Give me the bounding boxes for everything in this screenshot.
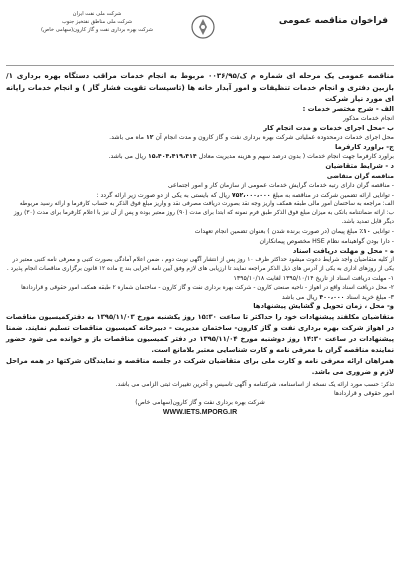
condition-2-text-end: ریال که بایستی به یکی از دو صورت زیر ارائه گردد :: [96, 191, 230, 199]
condition-2-text: - توانایی ارائه تضمین شرکت در مناقصه به مبلغ: [272, 191, 394, 199]
condition-1: - مناقصه گران دارای رتبه خدمات گرایش خدمات عمومی از سازمان کار و امور اجتماعی: [167, 182, 394, 190]
duration-months: ۱۲: [145, 134, 154, 142]
issuer-line-2: شرکت ملی مناطق نفتخیز جنوب: [61, 19, 133, 25]
website-link[interactable]: WWW.IETS.MPORG.IR: [162, 409, 238, 416]
section-g-body: همراهان ارائه معرفی نامه و کارت ملی برای متقاضیان شرکت در جلسه مناقصه و نمایندگان شرکتها در همه مراحل لازم و ضروری می باشد.: [6, 357, 394, 376]
section-b-text-end: ماه می باشد.: [109, 134, 144, 142]
section-e-title: ه - محل و مهلت دریافت اسناد: [292, 246, 394, 255]
tender-lead: مناقصه عمومی یک مرحله ای شماره م ک/۰۰۳۶/۹۵ مربوط به انجام خدمات مراقب دستگاه بهره برداری ۱/ بازبین دفتری و انجام خدمات تنظیفات و امور آبدار خانه ها (تاسیسات تقویت فشار گاز ) و انجام خدمات رایانه ای مورد نیاز شرکت: [6, 71, 394, 103]
estimate-amount: ۱۵،۴۰۴،۴۱۹،۴۱۴: [148, 153, 197, 161]
section-b-body: [6, 133, 394, 143]
condition-2b: ب: ارائه ضمانتنامه بانکی به میزان مبلغ فوق الذکر طبق فرم نمونه که ابتدا برای مدت (۹۰) روز معتبر بوده و پس از آن نیز با اعلام کارفرما برای مدت (۳۰) روز دیگر قابل تمدید باشد.: [13, 210, 394, 226]
performance-percent: ۱۰٪: [359, 228, 371, 236]
section-f-title: و- محل ، زمان تحویل و گشایش پیشنهادها: [253, 302, 394, 311]
footer-company: شرکت بهره برداری نفت و گاز کارون(سهامی خاص): [135, 399, 265, 406]
issuer-line-1: شرکت ملی نفت ایران: [72, 11, 122, 17]
section-d: [6, 162, 394, 247]
condition-3-text-end: مبلغ پیمان (در صورت برنده شدن ) بعنوان تضمین انجام تعهدات: [194, 228, 358, 236]
document-price-amount: ۴۰۰،۰۰۰: [319, 293, 345, 301]
section-b-text: محل اجرای خدمات درمحدوده عملیاتی شرکت بهره برداری نفت و گاز کارون و مدت انجام آن: [155, 134, 394, 142]
footer-note: تذکر: حسب مورد ارائه یک نسخه از اساسنامه، شرکتنامه و آگهی تاسیس و آخرین تغییرات ثبتی الزامی می باشد.: [115, 381, 394, 388]
issuer-block: [12, 10, 182, 34]
condition-4: - دارا بودن گواهینامه نظام HSE مخصوص پیمانکاران: [259, 238, 394, 246]
condition-2a: الف: مراجعه به ساختمان امور مالی طبقه همکف واریز وجه نقد بصورت دریافت مصرفی نقد و واریز مبلغ فوق الذکر به حساب کارفرما و ارائه رسید مربوطه: [19, 201, 394, 208]
section-c: [6, 143, 394, 162]
section-c-text: براورد کارفرما جهت انجام خدمات ( بدون درصد سهم و هزینه مدیریت معادل: [198, 153, 394, 161]
section-d-title: د - شرایط متقاضیان: [325, 162, 394, 171]
section-c-title: ج- براورد کارفرما: [334, 142, 394, 151]
document-price: [6, 293, 394, 303]
document-price-text-end: ریال می باشد: [281, 293, 318, 301]
condition-3: [6, 227, 394, 237]
condition-3-text: - توانایی: [372, 228, 394, 236]
section-a-body: انجام خدمات مذکور: [343, 115, 394, 123]
section-f-body: متقاضیان مکلفند پیشنهادات خود را حداکثر تا ساعت ۱۵:۳۰ روز یکشنبه مورخ ۱۳۹۵/۱۱/۰۳ به دفترکمیسیون مناقصات در اهواز شرکت بهره برداری نفت و گاز کارون- ساختمان مدیریت - دبیرخانه کمیسیون مناقصات تسلیم نمایند. ضمنا پیشنهادات در ساعت ۱۴:۳۰ روز دوشنبه مورخ ۱۳۹۵/۱۱/۰۴ در دفتر کمیسیون مناقصات باز و خوانده می شود حضور نماینده مناقصه گران با معرفی نامه و کارت شناسایی معتبر بلامانع است.: [6, 313, 394, 354]
document-location: ۲- محل دریافت اسناد واقع در اهواز - ناحیه صنعتی کارون - شرکت بهره برداری نفت و گاز کارون - ساختمان شماره ۲ طبقه همکف امور حقوقی و قراردادها: [21, 284, 394, 291]
notice-header: [6, 4, 394, 66]
condition-2: [6, 191, 394, 201]
section-e-body: از کلیه متقاضیان واجد شرایط دعوت میشود حداکثر ظرف ۱۰ روز پس از انتشار آگهی نوبت دوم ، ضمن اعلام آمادگی بصورت کتبی و معرفی نامه کتبی معتبر در یکی از روزهای اداری به یکی از آدرس های ذیل الذکر مراجعه نمایند تا ارزیابی های لازم وفق آیین نامه اجرایی بند ج ماده ۱۲ قانون برگزاری مناقصات انجام پذیرد .: [6, 257, 394, 273]
guarantee-amount: ۷۵۲،۰۰۰،۰۰۰: [231, 191, 271, 199]
section-c-body: [6, 152, 394, 162]
company-logo-icon: [190, 14, 216, 40]
section-f: [6, 302, 394, 378]
section-b: [6, 124, 394, 143]
section-d-sub: مناقصه گران متقاضی: [326, 172, 394, 180]
section-e: [6, 247, 394, 303]
document-price-text: ۳- مبلغ خرید اسناد: [346, 293, 394, 301]
footer-dept: امور حقوقی و قراردادها: [334, 390, 394, 397]
document-deadline: ۱- مهلت دریافت اسناد از تاریخ ۱۳۹۵/۱۰/۱۴ لغایت ۱۳۹۵/۱۰/۱۸: [233, 275, 394, 283]
section-c-text-end: ریال می باشد.: [108, 153, 147, 161]
issuer-line-3: شرکت بهره برداری نفت و گاز کارون(سهامی خاص): [41, 27, 153, 33]
notice-title: فراخوان مناقصه عمومی: [278, 16, 388, 26]
section-a-title: الف - شرح مختصر خدمات :: [302, 104, 394, 113]
section-a: [6, 105, 394, 124]
section-b-title: ب -محل اجرای خدمات و مدت انجام کار: [263, 123, 394, 132]
